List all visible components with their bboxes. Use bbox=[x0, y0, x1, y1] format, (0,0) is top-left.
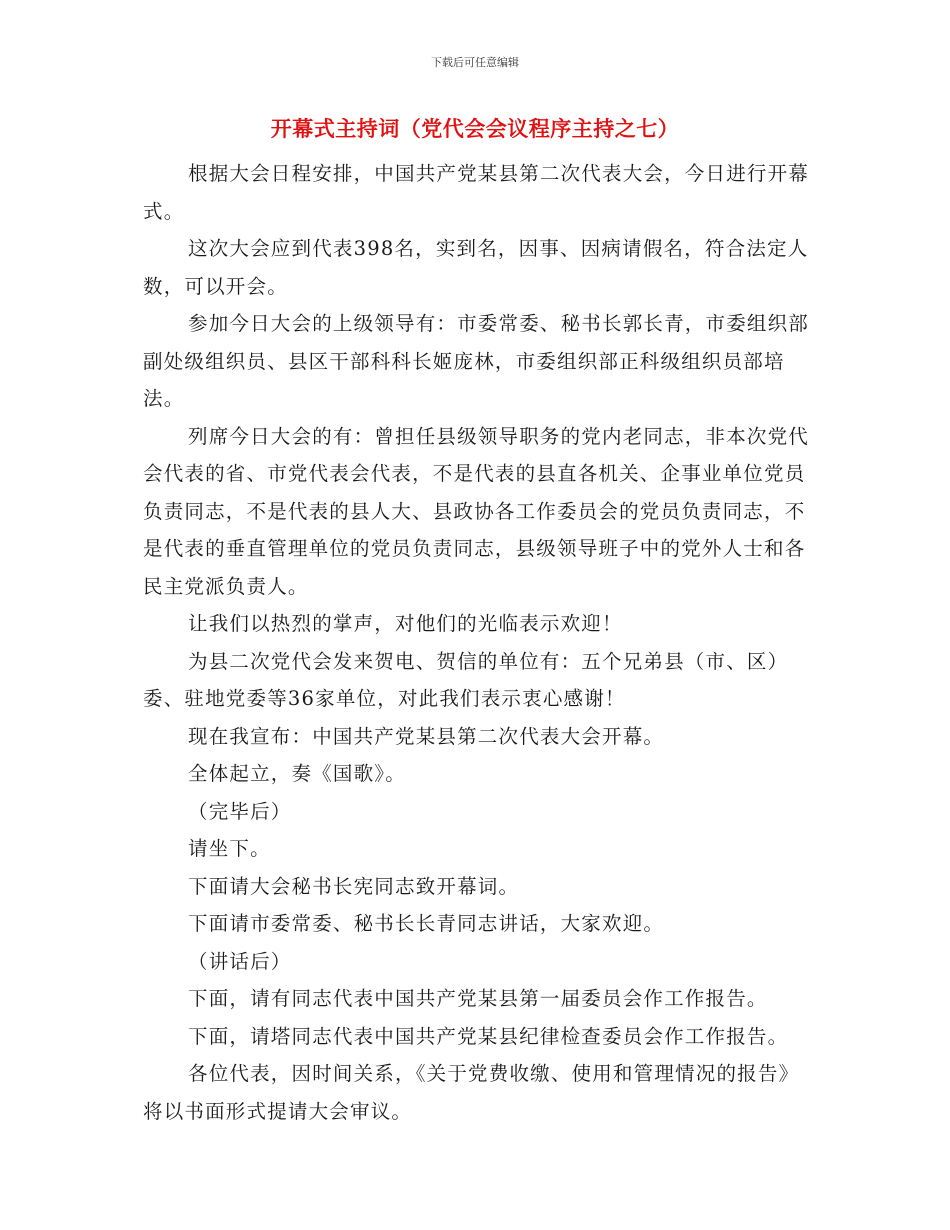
document-body bbox=[143, 155, 815, 1130]
paragraph-sit-down: 请坐下。 bbox=[188, 837, 271, 860]
paragraph-opening-speech: 下面请大会秘书长宪同志致开幕词。 bbox=[188, 874, 520, 898]
paragraph-anthem: 全体起立，奏《国歌》。 bbox=[188, 762, 406, 785]
paragraph-congratulations: 为县二次党代会发来贺电、贺信的单位有：五个兄弟县（市、区）委、驻地党委等36家单位，对此我们表示衷心感谢！ bbox=[143, 649, 789, 710]
document-title: 开幕式主持词（党代会会议程序主持之七） bbox=[270, 117, 680, 141]
paragraph-leaders: 参加今日大会的上级领导有：市委常委、秘书长郭长青，市委组织部副处级组织员、县区干部科科长姬庞林，市委组织部正科级组织员部培法。 bbox=[143, 312, 810, 410]
paragraph-leader-speech: 下面请市委常委、秘书长长青同志讲话，大家欢迎。 bbox=[188, 912, 665, 935]
paragraph-schedule: 根据大会日程安排，中国共产党某县第二次代表大会，今日进行开幕式。 bbox=[143, 162, 810, 223]
paragraph-welcome: 让我们以热烈的掌声，对他们的光临表示欢迎！ bbox=[188, 612, 623, 635]
paragraph-fee-report: 各位代表，因时间关系，《关于党费收缴、使用和管理情况的报告》将以书面形式提请大会审议。 bbox=[143, 1062, 800, 1123]
paragraph-observers: 列席今日大会的有：曾担任县级领导职务的党内老同志，非本次党代会代表的省、市党代表会代表，不是代表的县直各机关、企事业单位党员负责同志，不是代表的县人大、县政协各工作委员会的党员负责同志，不是代表的垂直管理单位的党员负责同志，县级领导班子中的党外人士和各民主党派负责人。 bbox=[143, 424, 810, 598]
page-header: 下载后可任意编辑 bbox=[431, 56, 519, 69]
paragraph-attendance: 这次大会应到代表398名，实到名，因事、因病请假名，符合法定人数，可以开会。 bbox=[143, 237, 809, 298]
paragraph-opening: 现在我宣布：中国共产党某县第二次代表大会开幕。 bbox=[188, 724, 665, 748]
paragraph-discipline-report: 下面，请塔同志代表中国共产党某县纪律检查委员会作工作报告。 bbox=[188, 1024, 789, 1048]
paragraph-after-speech: （讲话后） bbox=[188, 949, 292, 973]
paragraph-after-anthem: （完毕后） bbox=[188, 799, 292, 823]
paragraph-work-report: 下面，请有同志代表中国共产党某县第一届委员会作工作报告。 bbox=[188, 987, 768, 1010]
